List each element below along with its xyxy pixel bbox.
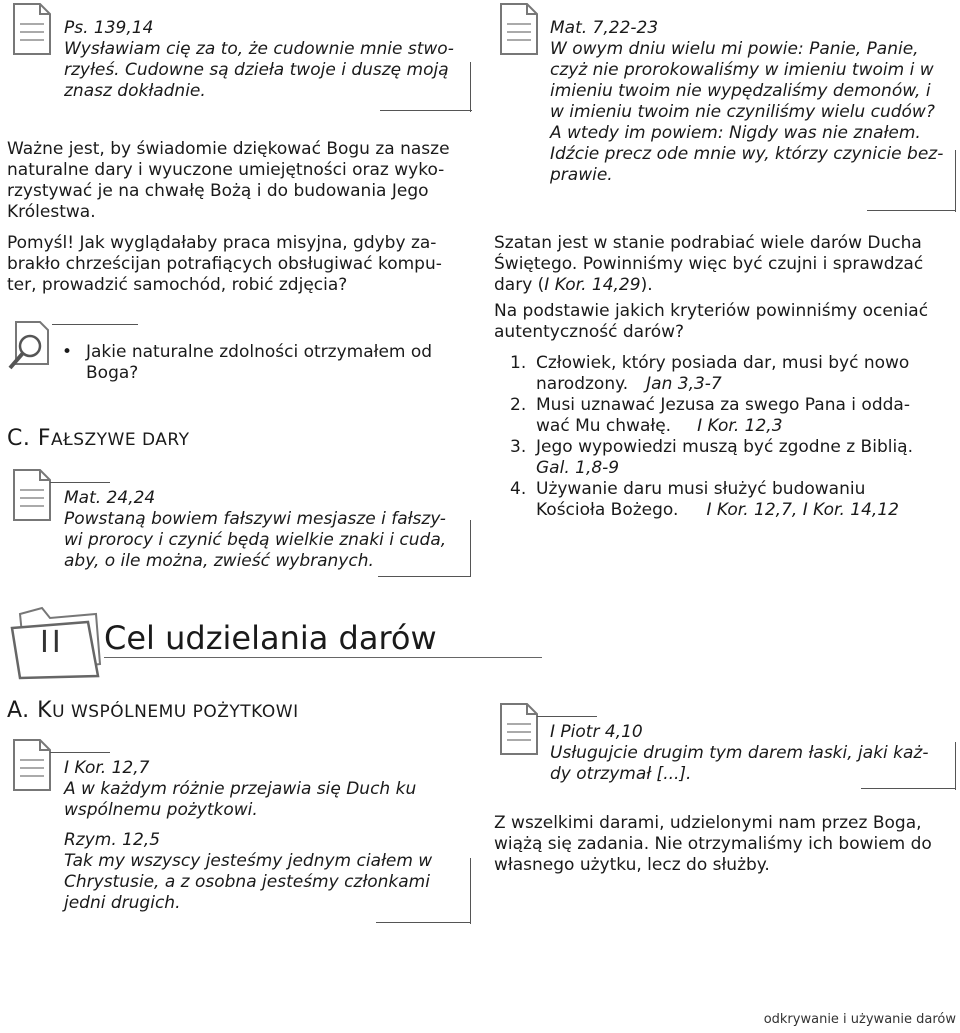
- document-icon: [497, 2, 539, 56]
- criteria-list: [494, 353, 956, 521]
- text-line: Musi uznawać Jezusa za swego Pana i odda-: [536, 395, 910, 415]
- verse-line: w imieniu twoim nie czyniliśmy wielu cudów?: [550, 102, 935, 122]
- text-line: ter, prowadzić samochód, robić zdjęcia?: [7, 275, 348, 295]
- verse-ref: Mat. 7,22-23: [550, 18, 659, 38]
- chapter-title: Cel udzielania darów: [104, 619, 437, 657]
- verse-line: jedni drugich.: [64, 893, 181, 913]
- text-line: rzystywać je na chwałę Bożą i do budowania Jego: [7, 181, 429, 201]
- section-letter: C.: [7, 426, 31, 451]
- text-line: Kościoła Bożego.: [536, 500, 679, 520]
- text-span: ).: [640, 275, 653, 295]
- text-line: Używanie daru musi służyć budowaniu: [536, 479, 866, 499]
- text-line: naturalne dary i wyuczone umiejętności oraz wyko-: [7, 160, 445, 180]
- text-line: Świętego. Powinniśmy więc być czujni i sprawdzać: [494, 254, 924, 274]
- section-heading-a: [7, 700, 299, 723]
- section-initial: K: [37, 698, 53, 723]
- scripture-ref: Jan 3,3-7: [646, 374, 722, 394]
- section-rest: U WSPÓLNEMU POŻYTKOWI: [52, 702, 299, 722]
- text-line: Jakie naturalne zdolności otrzymałem od: [86, 342, 433, 362]
- text-line: Człowiek, który posiada dar, musi być nowo: [536, 353, 910, 373]
- scripture-ref: I Kor. 12,7, I Kor. 14,12: [706, 500, 899, 520]
- document-icon: [10, 468, 52, 522]
- text-line: Jego wypowiedzi muszą być zgodne z Biblią.: [536, 437, 914, 457]
- text-line: narodzony.: [536, 374, 629, 394]
- verse-line: prawie.: [550, 165, 613, 185]
- verse-line: wi prorocy i czynić będą wielkie znaki i cuda,: [64, 530, 447, 550]
- document-icon: [10, 738, 52, 792]
- text-line: wać Mu chwałę.: [536, 416, 672, 436]
- text-line: brakło chrześcijan potrafiących obsługiwać kompu-: [7, 254, 442, 274]
- list-number: 2.: [510, 395, 527, 415]
- section-rest: AŁSZYWE DARY: [51, 430, 190, 450]
- text-line: własnego użytku, lecz do służby.: [494, 855, 770, 875]
- page-footer: odkrywanie i używanie darów: [763, 1012, 956, 1027]
- verse-mat24: [64, 488, 464, 572]
- list-number: 3.: [510, 437, 527, 457]
- paragraph-think: [7, 233, 477, 296]
- document-icon: [10, 2, 52, 56]
- scripture-ref: I Kor. 14,29: [544, 275, 641, 295]
- verse-ref: Ps. 139,14: [64, 18, 154, 38]
- verse-line: imieniu twoim nie wypędzaliśmy demonów, i: [550, 81, 931, 101]
- chapter-numeral: II: [40, 625, 64, 660]
- text-line: Szatan jest w stanie podrabiać wiele darów Ducha: [494, 233, 922, 253]
- paragraph-satan: [494, 233, 956, 296]
- verse-ref: I Piotr 4,10: [550, 722, 643, 742]
- text-span: dary (: [494, 275, 545, 295]
- list-number: 4.: [510, 479, 527, 499]
- magnifier-icon: [6, 318, 56, 374]
- verse-ref: I Kor. 12,7: [64, 758, 150, 778]
- section-heading-c: [7, 428, 190, 451]
- verse-line: Usługujcie drugim tym darem łaski, jaki każ-: [550, 743, 929, 763]
- question-rule: [52, 324, 138, 325]
- list-item: [494, 479, 956, 521]
- paragraph-thanks: [7, 139, 477, 223]
- verse-line: A w każdym różnie przejawia się Duch ku: [64, 779, 417, 799]
- text-line: autentyczność darów?: [494, 322, 685, 342]
- verse-line: znasz dokładnie.: [64, 81, 206, 101]
- list-item: [494, 395, 956, 437]
- text-line: [494, 275, 956, 296]
- list-number: 1.: [510, 353, 527, 373]
- text-line: Pomyśl! Jak wyglądałaby praca misyjna, gdyby za-: [7, 233, 437, 253]
- verse-line: dy otrzymał [...].: [550, 764, 692, 784]
- verse-ref: Rzym. 12,5: [64, 830, 161, 850]
- bullet: •: [62, 342, 73, 362]
- section-initial: F: [37, 426, 52, 451]
- text-line: Królestwa.: [7, 202, 96, 222]
- list-item: [494, 437, 956, 479]
- verse-line: rzyłeś. Cudowne są dzieła twoje i duszę moją: [64, 60, 449, 80]
- verse-line: Chrystusie, a z osobna jesteśmy członkami: [64, 872, 430, 892]
- verse-line: W owym dniu wielu mi powie: Panie, Panie,: [550, 39, 919, 59]
- paragraph-service: [494, 813, 956, 876]
- verse-mat7: [550, 18, 954, 186]
- verse-line: Idźcie precz ode mnie wy, którzy czynicie bez-: [550, 144, 944, 164]
- text-line: Boga?: [86, 363, 139, 383]
- text-line: Z wszelkimi darami, udzielonymi nam przez Boga,: [494, 813, 922, 833]
- text-line: Ważne jest, by świadomie dziękować Bogu za nasze: [7, 139, 450, 159]
- question-item: [62, 342, 472, 384]
- verse-line: Tak my wszyscy jesteśmy jednym ciałem w: [64, 851, 433, 871]
- verse-line: Powstaną bowiem fałszywi mesjasze i fałszy-: [64, 509, 446, 529]
- list-item: [494, 353, 956, 395]
- verse-line: Wysławiam cię za to, że cudownie mnie stwo-: [64, 39, 454, 59]
- chapter-rule: [104, 657, 542, 658]
- scripture-ref: Gal. 1,8-9: [536, 458, 620, 478]
- section-letter: A.: [7, 698, 30, 723]
- verse-ref: Mat. 24,24: [64, 488, 156, 508]
- verse-ps139: [64, 18, 464, 102]
- scripture-ref: I Kor. 12,3: [697, 416, 783, 436]
- paragraph-criteria: [494, 301, 956, 343]
- verse-line: A wtedy im powiem: Nigdy was nie znałem.: [550, 123, 921, 143]
- verse-line: aby, o ile można, zwieść wybranych.: [64, 551, 374, 571]
- verse-line: czyż nie prorokowaliśmy w imieniu twoim i w: [550, 60, 934, 80]
- verse-line: wspólnemu pożytkowi.: [64, 800, 258, 820]
- verse-1kor-rzym: [64, 758, 464, 914]
- text-line: Na podstawie jakich kryteriów powinniśmy oceniać: [494, 301, 929, 321]
- text-line: wiążą się zadania. Nie otrzymaliśmy ich bowiem do: [494, 834, 932, 854]
- document-icon: [497, 702, 539, 756]
- verse-1piotr: [550, 722, 954, 785]
